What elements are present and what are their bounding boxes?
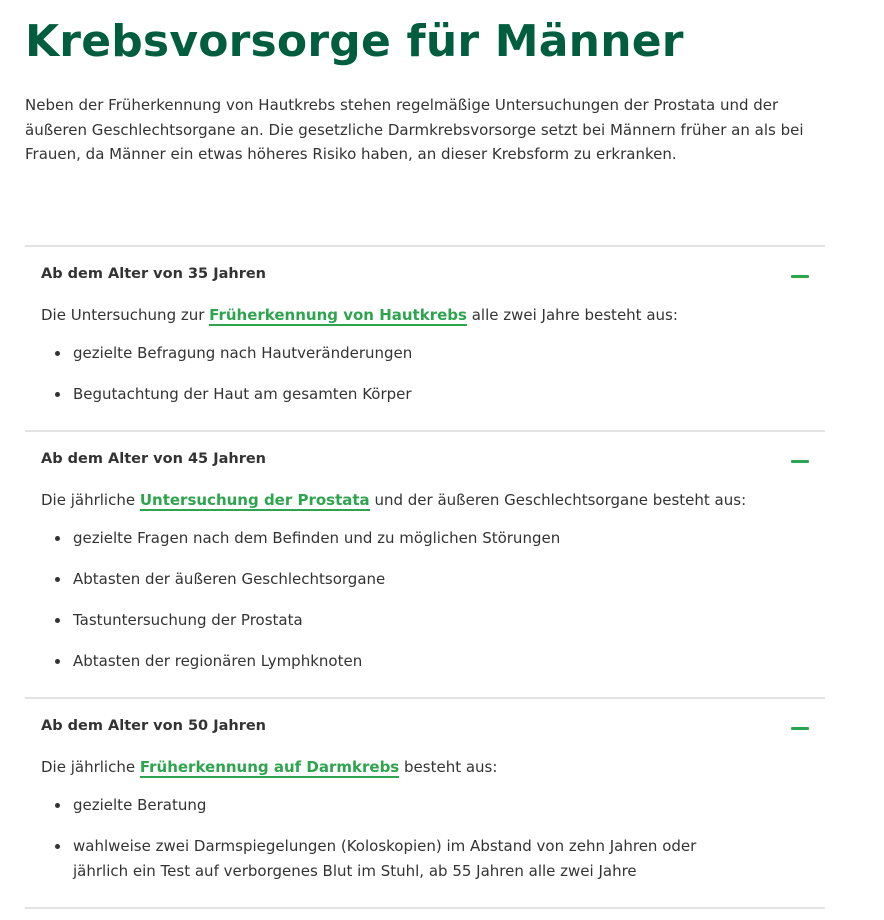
accordion-title: Ab dem Alter von 45 Jahren <box>41 451 266 467</box>
accordion-body-50 <box>41 753 809 907</box>
accordion-title: Ab dem Alter von 35 Jahren <box>41 266 266 282</box>
bullet-list <box>41 526 809 673</box>
page-title: Krebsvorsorge für Männer <box>25 16 684 67</box>
accordion-text <box>41 301 809 327</box>
list-item: gezielte Beratung <box>41 793 809 817</box>
accordion-section-50 <box>25 699 825 909</box>
minus-icon[interactable] <box>791 275 809 278</box>
accordion-section-35 <box>25 247 825 432</box>
accordion <box>25 245 825 909</box>
accordion-header-50[interactable] <box>41 699 809 753</box>
accordion-header-35[interactable] <box>41 247 809 301</box>
list-item: wahlweise zwei Darmspiegelungen (Koloskopien) im Abstand von zehn Jahren oder jährlich ein Test auf verborgenes Blut im Stuhl, ab 55 Jahren alle zwei Jahre <box>41 834 733 883</box>
link-prostata[interactable]: Untersuchung der Prostata <box>139 491 370 509</box>
intro-paragraph: Neben der Früherkennung von Hautkrebs stehen regelmäßige Untersuchungen der Prostata und der äußeren Geschlechtsorgane an. Die gesetzliche Darmkrebsvorsorge setzt bei Männern früher an als bei Frauen, da Männer ein etwas höheres Risiko haben, an dieser Krebsform zu erkranken. <box>25 96 804 163</box>
link-darmkrebs[interactable]: Früherkennung auf Darmkrebs <box>139 758 400 776</box>
list-item: gezielte Befragung nach Hautveränderungen <box>41 341 809 365</box>
list-item: Abtasten der äußeren Geschlechtsorgane <box>41 567 809 591</box>
text-after: und der äußeren Geschlechtsorgane besteht aus: <box>369 491 747 509</box>
link-hautkrebs[interactable]: Früherkennung von Hautkrebs <box>209 306 467 324</box>
accordion-text <box>41 753 809 779</box>
text-before: Die Untersuchung zur <box>41 306 210 324</box>
accordion-body-35 <box>41 301 809 430</box>
list-item: gezielte Fragen nach dem Befinden und zu möglichen Störungen <box>41 526 809 550</box>
bullet-list <box>41 341 809 406</box>
bullet-list <box>41 793 809 883</box>
accordion-header-45[interactable] <box>41 432 809 486</box>
page-content <box>25 0 825 880</box>
accordion-body-45 <box>41 486 809 697</box>
accordion-section-45 <box>25 432 825 699</box>
list-item: Abtasten der regionären Lymphknoten <box>41 649 809 673</box>
minus-icon[interactable] <box>791 727 809 730</box>
list-item: Tastuntersuchung der Prostata <box>41 608 809 632</box>
text-after: besteht aus: <box>399 758 498 776</box>
text-before: Die jährliche <box>41 758 140 776</box>
list-item: Begutachtung der Haut am gesamten Körper <box>41 382 809 406</box>
accordion-title: Ab dem Alter von 50 Jahren <box>41 718 266 734</box>
text-after: alle zwei Jahre besteht aus: <box>466 306 678 324</box>
text-before: Die jährliche <box>41 491 140 509</box>
accordion-text <box>41 486 809 512</box>
minus-icon[interactable] <box>791 460 809 463</box>
